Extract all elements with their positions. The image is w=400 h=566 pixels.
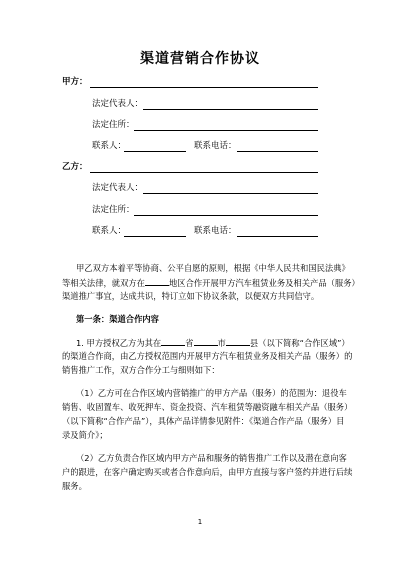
party-b-contact-label: 联系人： xyxy=(92,226,127,236)
party-a-address-blank xyxy=(134,130,318,131)
article-1-p1-line-2: 的渠道合作商，由乙方授权范围内开展甲方汽车租赁业务及相关产品（服务）的 xyxy=(62,351,353,361)
party-a-legal-rep-label: 法定代表人： xyxy=(92,99,144,109)
party-a-label: 甲方： xyxy=(62,77,88,87)
p1-part-b: 省 xyxy=(185,338,194,348)
party-b-address-label: 法定住所： xyxy=(92,205,135,215)
p1-part-a: 1. 甲方授权乙方为其在 xyxy=(76,338,162,348)
county-blank xyxy=(226,337,250,346)
party-a-phone-blank xyxy=(237,151,318,152)
party-b-contact-blank xyxy=(124,236,186,237)
article-1-s1-line-3: （以下简称“合作产品”），具体产品详情参见附件：《渠道合作产品（服务）目 xyxy=(62,416,345,426)
party-b-phone-label: 联系电话： xyxy=(194,226,237,236)
article-1-s2-line-3: 服务。 xyxy=(62,481,87,491)
party-b-phone-blank xyxy=(237,236,318,237)
intro-line-1: 甲乙双方本着平等协商、公平自愿的原则，根据《中华人民共和国民法典》 xyxy=(76,263,350,273)
party-a-blank xyxy=(90,87,318,88)
party-b-legal-rep-blank xyxy=(143,193,318,194)
page-number: 1 xyxy=(197,518,203,526)
article-1-heading: 第一条：渠道合作内容 xyxy=(76,314,159,324)
article-1-p1-line-3: 销售推广工作，双方合作分工与细则如下： xyxy=(62,365,220,375)
party-a-contact-label: 联系人： xyxy=(92,141,127,151)
document-title: 渠道营销合作协议 xyxy=(140,51,260,67)
city-blank xyxy=(194,337,218,346)
party-a-contact-blank xyxy=(124,151,186,152)
party-b-blank xyxy=(90,172,318,173)
p1-part-c: 市 xyxy=(217,338,226,348)
intro-line-2-start: 等相关法律，就双方在 xyxy=(62,278,145,288)
party-b-address-blank xyxy=(134,215,318,216)
party-b-label: 乙方： xyxy=(62,162,88,172)
party-a-phone-label: 联系电话： xyxy=(194,141,237,151)
article-1-s1-line-1: （1）乙方可在合作区域内营销推广的甲方产品（服务）的范围为：退役车 xyxy=(76,388,347,398)
article-1-s1-line-4: 录及简介》； xyxy=(62,430,108,440)
party-a-address-label: 法定住所： xyxy=(92,120,135,130)
intro-line-2 xyxy=(62,277,360,289)
p1-part-d: 县（以下简称“合作区域”） xyxy=(249,338,350,348)
intro-line-2-end: 地区合作开展甲方汽车租赁业务及相关产品（服务） xyxy=(168,278,360,288)
intro-line-3: 渠道推广事宜，达成共识，特订立如下协议条款，以便双方共同信守。 xyxy=(62,291,320,301)
article-1-p1-line-1 xyxy=(76,337,350,349)
party-b-legal-rep-label: 法定代表人： xyxy=(92,183,144,193)
party-a-legal-rep-blank xyxy=(143,109,318,110)
region-blank xyxy=(145,277,169,286)
province-blank xyxy=(161,337,185,346)
article-1-s2-line-1: （2）乙方负责合作区域内甲方产品和服务的销售推广工作以及潜在意向客 xyxy=(76,453,347,463)
article-1-s1-line-2: 销售、收固置车、收死押车、资金投资、汽车租赁等融资融车相关产品（服务） xyxy=(62,402,353,412)
article-1-s2-line-2: 户的跟进，在客户确定购买或者合作意向后，由甲方直接与客户签约并进行后续 xyxy=(62,467,353,477)
